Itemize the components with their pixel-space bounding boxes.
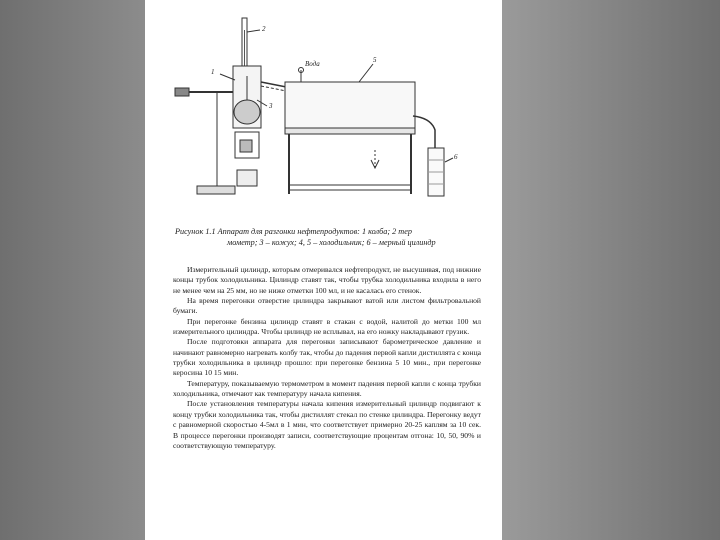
label-6: 6 <box>454 153 458 161</box>
stand-base <box>197 186 235 194</box>
document-page <box>145 0 502 540</box>
paragraph: После установления температуры начала кипения измерительный цилиндр подвигают к концу трубки холодильника так, чтобы дистиллят стекал по стенке цилиндра. Перегонку ведут с равномерной скоростью 4-5мл в 1 мин, что соответствует примерно 20-25 каплям за 10 сек. В процессе перегонки производят записи, соответствующие процентам отгона: 10, 50, 90% и соответствующую температуру. <box>173 399 481 450</box>
paragraph: На время перегонки отверстие цилиндра закрывают ватой или листом фильтровальной бумаги. <box>173 296 481 316</box>
label-2: 2 <box>262 25 266 33</box>
body-text <box>173 265 481 451</box>
apparatus-diagram <box>145 0 502 222</box>
burner <box>237 170 257 186</box>
label-voda: Вода <box>305 60 320 68</box>
condenser-bath <box>285 82 415 128</box>
figure-caption <box>175 226 495 248</box>
paragraph: Измерительный цилиндр, которым отмеривался нефтепродукт, не высушивая, под нижние концы трубок холодильника. Цилиндр ставят так, чтобы трубка холодильника входила в него не менее чем на 25 мм, но не ниже отметки 100 мл, и не касалась его стенок. <box>173 265 481 295</box>
label-5: 5 <box>373 56 377 64</box>
paragraph: При перегонке бензина цилиндр ставят в стакан с водой, налитой до метки 100 мл измерительного цилиндра. Чтобы цилиндр не всплывал, на его ножку накладывают грузик. <box>173 316 481 337</box>
label-3: 3 <box>269 102 273 110</box>
paragraph: Температуру, показываемую термометром в момент падения первой капли с конца трубки холодильника, отмечают как температуру начала кипения. <box>173 378 481 399</box>
label-1: 1 <box>211 68 215 76</box>
flask <box>234 100 260 124</box>
caption-line-2: мометр; 3 – кожух; 4, 5 – холодильник; 6 – мерный цилиндр <box>227 238 436 247</box>
caption-line-1: Рисунок 1.1 Аппарат для разгонки нефтепродуктов: 1 колба; 2 тер <box>175 227 412 236</box>
paragraph: После подготовки аппарата для перегонки записывают барометрическое давление и начинают равномерно нагревать колбу так, чтобы до падения первой капли дистиллята с конца трубки холодильника в цилиндр прошло: при перегонке бензина 5 10 мин., при перегонке керосина 10 15 мин. <box>173 337 481 378</box>
